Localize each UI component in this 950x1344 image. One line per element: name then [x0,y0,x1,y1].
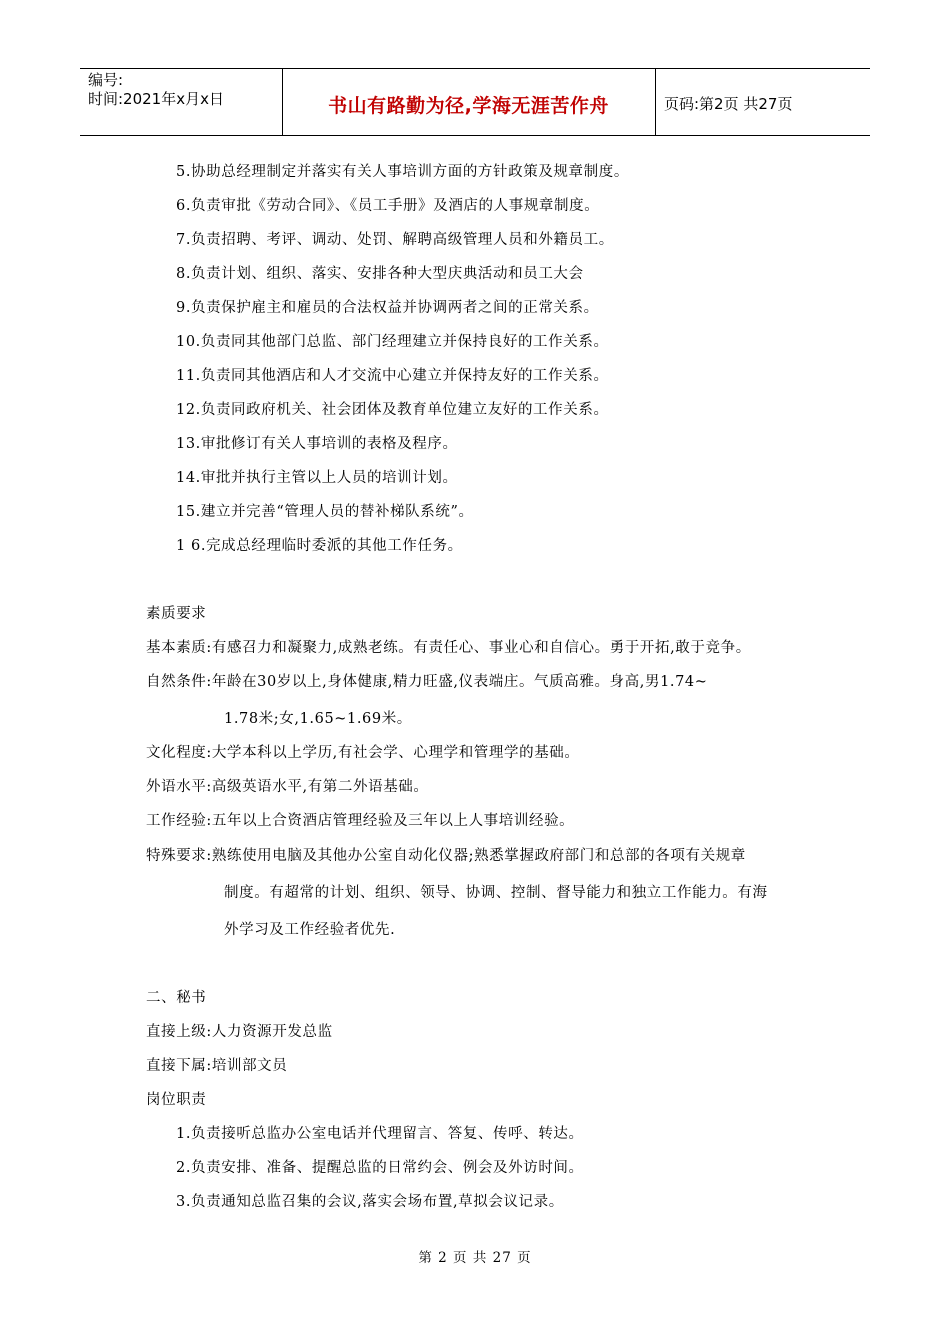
duty-item: 15.建立并完善“管理人员的替补梯队系统”。 [176,504,474,520]
document-header [80,68,870,136]
duties-heading: 岗位职责 [146,1092,207,1108]
requirement-basic: 基本素质:有感召力和凝聚力,成熟老练。有责任心、事业心和自信心。勇于开拓,敢于竞争。 [146,640,751,656]
page-footer: 第 2 页 共 27 页 [418,1250,532,1266]
header-top-rule [80,68,870,69]
duty-item: 3.负责通知总监召集的会议,落实会场布置,草拟会议记录。 [176,1194,564,1210]
duty-item: 13.审批修订有关人事培训的表格及程序。 [176,436,458,452]
header-meta [88,71,224,109]
header-motto: 书山有路勤为径,学海无涯苦作舟 [328,95,609,117]
requirement-natural: 自然条件:年龄在30岁以上,身体健康,精力旺盛,仪表端庄。气质高雅。身高,男1.74~ [146,674,708,690]
requirement-education: 文化程度:大学本科以上学历,有社会学、心理学和管理学的基础。 [146,745,580,761]
duty-item: 8.负责计划、组织、落实、安排各种大型庆典活动和员工大会 [176,266,584,282]
duty-item: 14.审批并执行主管以上人员的培训计划。 [176,470,458,486]
document-number-label: 编号: [88,71,124,89]
duty-item: 1.负责接听总监办公室电话并代理留言、答复、传呼、转达。 [176,1126,584,1142]
direct-superior: 直接上级:人力资源开发总监 [146,1024,333,1040]
document-time-label: 时间:2021年x月x日 [88,90,224,108]
section-title: 二、秘书 [146,990,207,1006]
duty-item: 2.负责安排、准备、提醒总监的日常约会、例会及外访时间。 [176,1160,584,1176]
duty-item: 10.负责同其他部门总监、部门经理建立并保持良好的工作关系。 [176,334,609,350]
duty-item: 5.协助总经理制定并落实有关人事培训方面的方针政策及规章制度。 [176,164,629,180]
duty-item: 12.负责同政府机关、社会团体及教育单位建立友好的工作关系。 [176,402,609,418]
duty-item: 6.负责审批《劳动合同》、《员工手册》及酒店的人事规章制度。 [176,198,600,214]
requirement-language: 外语水平:高级英语水平,有第二外语基础。 [146,779,429,795]
requirement-special-continued: 制度。有超常的计划、组织、领导、协调、控制、督导能力和独立工作能力。有海 [224,885,768,901]
duty-item: 1 6.完成总经理临时委派的其他工作任务。 [176,538,463,554]
header-page-info: 页码:第2页 共27页 [664,95,793,113]
header-bottom-rule [80,135,870,136]
requirement-special: 特殊要求:熟练使用电脑及其他办公室自动化仪器;熟悉掌握政府部门和总部的各项有关规章 [146,848,746,864]
requirement-natural-continued: 1.78米;女,1.65~1.69米。 [224,711,412,727]
duty-item: 7.负责招聘、考评、调动、处罚、解聘高级管理人员和外籍员工。 [176,232,614,248]
header-divider [655,68,656,136]
section-heading: 素质要求 [146,606,207,622]
requirement-experience: 工作经验:五年以上合资酒店管理经验及三年以上人事培训经验。 [146,813,575,829]
direct-subordinate: 直接下属:培训部文员 [146,1058,288,1074]
duty-item: 11.负责同其他酒店和人才交流中心建立并保持友好的工作关系。 [176,368,609,384]
duty-item: 9.负责保护雇主和雇员的合法权益并协调两者之间的正常关系。 [176,300,599,316]
requirement-special-continued: 外学习及工作经验者优先. [224,922,396,938]
